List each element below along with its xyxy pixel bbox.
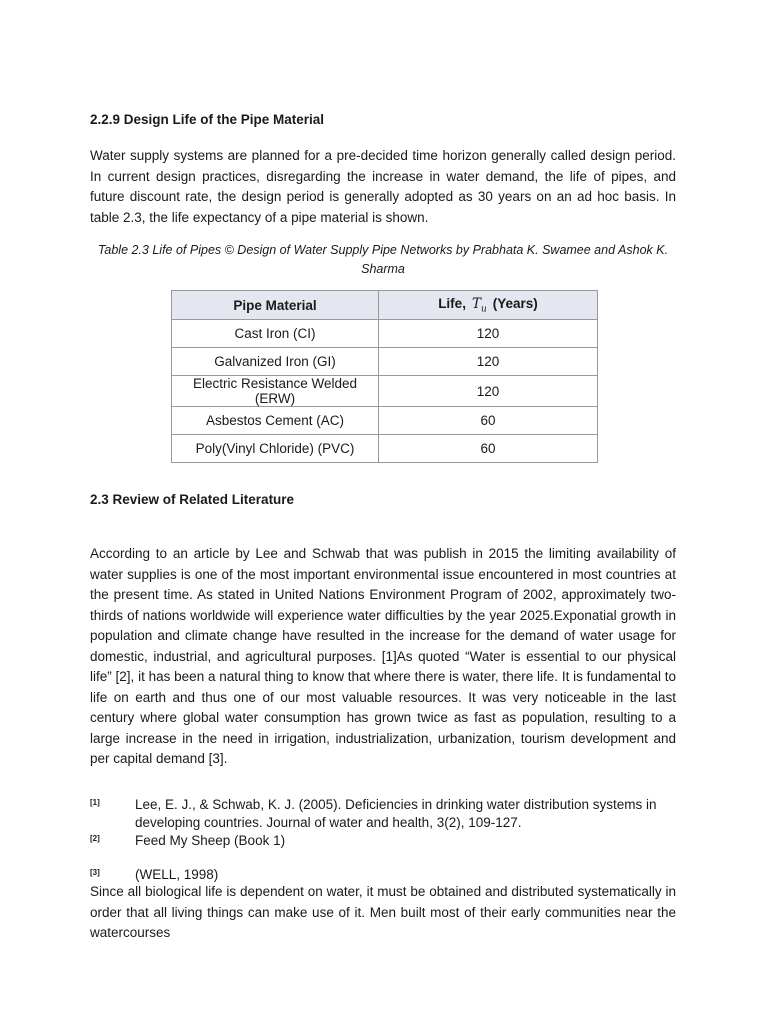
header-pipe-material: Pipe Material xyxy=(172,291,379,320)
table-caption: Table 2.3 Life of Pipes © Design of Water Supply Pipe Networks by Prabhata K. Swamee and Ashok K. Sharma xyxy=(97,243,669,276)
table-row xyxy=(172,407,598,435)
table-header-row xyxy=(172,291,598,320)
footnote-text: (WELL, 1998) xyxy=(135,867,219,882)
table-row xyxy=(172,320,598,348)
literature-review-paragraph: According to an article by Lee and Schwab that was publish in 2015 the limiting availability of water supplies is one of the most important environmental issue encountered in most countries at the present time. As stated in United Nations Environment Program of 2002, approximately two-thirds of nations worldwide will experience water difficulties by the year 2025.Exponatial growth in population and climate change have resulted in the increase for the demand of water usage for domestic, industrial, and agricultural purposes. [1]As quoted “Water is essential to our physical life” [2], it has been a natural thing to know that where there is water, there life. It is fundamental to life on earth and thus one of our most valuable resources. It was very noticeable in the last century where global water consumption has grown twice as fast as population, resulting to a large increase in the need in irrigation, industrialization, urbanization, tourism development and per capital demand [3]. xyxy=(90,546,676,766)
life-symbol: $T_u$ xyxy=(471,295,487,315)
design-life-paragraph: Water supply systems are planned for a pre-decided time horizon generally called design period. In current design practices, disregarding the increase in water demand, the life of pipes, and future discount rate, the design period is generally adopted as 30 years on an ad hoc basis. In table 2.3, the life expectancy of a pipe material is shown. xyxy=(90,148,676,225)
life-cell: 120 xyxy=(379,348,598,376)
closing-paragraph: Since all biological life is dependent on water, it must be obtained and distributed systematically in order that all living things can make use of it. Men built most of their early communities near the watercourses xyxy=(90,884,676,940)
section-heading-2-2-9: 2.2.9 Design Life of the Pipe Material xyxy=(90,112,325,127)
material-cell: Electric Resistance Welded (ERW) xyxy=(172,376,379,407)
footnote-text: Feed My Sheep (Book 1) xyxy=(135,833,286,848)
material-cell: Cast Iron (CI) xyxy=(172,320,379,348)
footnote-mark: [1] xyxy=(90,798,100,807)
footnote-text: Lee, E. J., & Schwab, K. J. (2005). Deficiencies in drinking water distribution systems in developing countries. Journal of water and health, 3(2), 109-127. xyxy=(135,797,657,830)
header-life: Life, $T_u$ (Years) xyxy=(379,291,598,320)
life-cell: 120 xyxy=(379,320,598,348)
footnote-mark: [2] xyxy=(90,834,100,843)
life-cell: 60 xyxy=(379,407,598,435)
footnote-1 xyxy=(90,796,676,832)
life-cell: 120 xyxy=(379,376,598,407)
pipe-life-table xyxy=(171,290,598,463)
table-row xyxy=(172,348,598,376)
footnote-2 xyxy=(90,832,676,850)
material-cell: Galvanized Iron (GI) xyxy=(172,348,379,376)
material-cell: Poly(Vinyl Chloride) (PVC) xyxy=(172,435,379,463)
table-row xyxy=(172,435,598,463)
life-cell: 60 xyxy=(379,435,598,463)
footnote-mark: [3] xyxy=(90,868,100,877)
table-row xyxy=(172,376,598,407)
section-heading-2-3: 2.3 Review of Related Literature xyxy=(90,492,295,507)
material-cell: Asbestos Cement (AC) xyxy=(172,407,379,435)
